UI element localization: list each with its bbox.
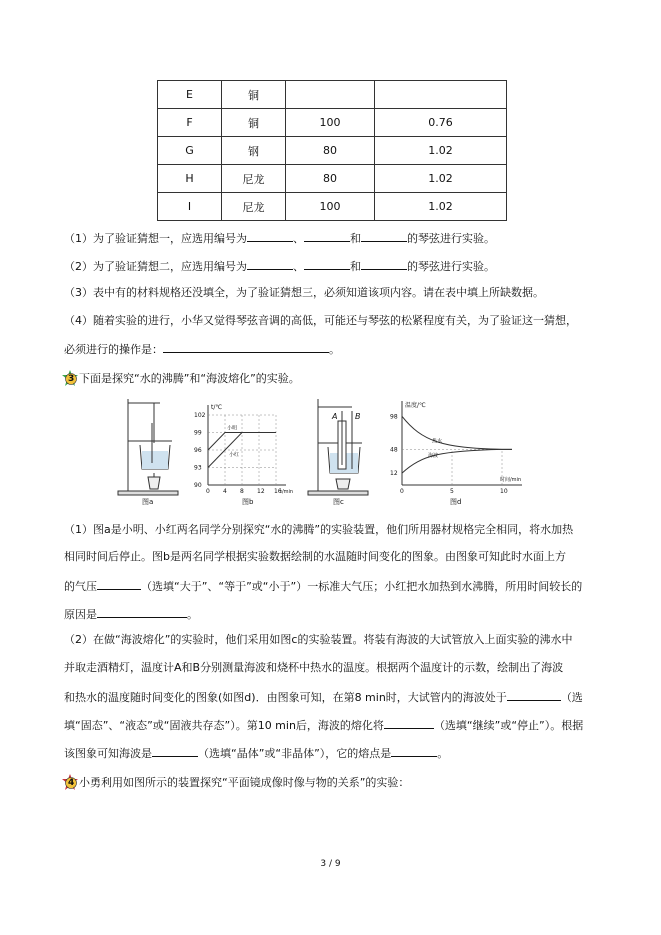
x-tick-label: 4 <box>223 488 227 495</box>
y-tick-label: 12 <box>390 470 398 478</box>
table-cell: 0.76 <box>375 109 507 137</box>
y-axis-label: 温度/℃ <box>405 402 426 409</box>
table-cell <box>286 81 375 109</box>
figure-b-label: 图b <box>242 498 254 505</box>
q3-item-1-line4: 原因是 。 <box>64 608 198 621</box>
figure-a-apparatus <box>118 399 178 495</box>
figure-c-label: 图c <box>333 498 344 505</box>
answer-blank[interactable] <box>247 230 293 242</box>
answer-blank[interactable] <box>361 258 407 270</box>
table-cell: H <box>158 165 222 193</box>
table-cell: 80 <box>286 137 375 165</box>
figure-c-label-a: A <box>332 412 338 421</box>
table-cell: I <box>158 193 222 221</box>
y-tick-label: 96 <box>194 447 202 454</box>
table-cell: 1.02 <box>375 193 507 221</box>
x-tick-label: 0 <box>206 488 210 495</box>
q3-item-1-line1: （1）图a是小明、小红两名同学分别探究“水的沸腾”的实验装置，他们所用器材规格完全相同，将水加热 <box>64 523 574 536</box>
table-cell: 铜 <box>222 81 286 109</box>
answer-blank[interactable] <box>361 230 407 242</box>
answer-blank[interactable] <box>97 606 187 618</box>
y-tick-label: 99 <box>194 429 202 437</box>
series-label: 小明 <box>227 425 238 432</box>
x-tick-label: 0 <box>400 488 404 495</box>
q2-item-4-line2: 必须进行的操作是： 。 <box>64 343 340 356</box>
y-tick-label: 93 <box>194 464 202 472</box>
answer-blank[interactable] <box>163 341 329 353</box>
table-cell: 铜 <box>222 109 286 137</box>
page-number: 3 / 9 <box>320 859 341 869</box>
figure-d-graph <box>390 401 522 495</box>
q3-item-2-line3: 和热水的温度随时间变化的图象(如图d)．由图象可知，在第8 min时，大试管内的海波处于 （选 <box>64 691 583 704</box>
q2-item-4-line1: （4）随着实验的进行，小华又觉得琴弦音调的高低，可能还与琴弦的松紧程度有关，为了验证这一猜想， <box>64 314 577 327</box>
table-cell: E <box>158 81 222 109</box>
series-label: 热水 <box>432 438 443 445</box>
x-tick-label: 5 <box>450 488 454 495</box>
y-tick-label: 90 <box>194 482 202 489</box>
answer-blank[interactable] <box>304 230 350 242</box>
table-row <box>158 193 507 221</box>
table-cell: G <box>158 137 222 165</box>
q2-item-2: （2）为了验证猜想二，应选用编号为 、 和 的琴弦进行实验。 <box>64 260 495 273</box>
q3-item-2-line4: 填“固态”、“液态”或“固液共存态”）。第10 min后，海波的熔化将 （选填“继续”或“停止”）。根据 <box>64 719 584 732</box>
figure-a-label: 图a <box>142 498 154 505</box>
question-number: 4 <box>68 778 75 788</box>
table-row <box>158 137 507 165</box>
q3-item-1-line3: 的气压 （选填“大于”、“等于”或“小于”）一标准大气压；小红把水加热到水沸腾，所用时间较长的 <box>64 580 583 593</box>
q4-title: 4 小勇利用如图所示的装置探究“平面镜成像时像与物的关系”的实验： <box>62 774 409 790</box>
series-line-hypo <box>402 449 512 473</box>
table-row <box>158 81 507 109</box>
y-tick-label: 48 <box>390 446 398 454</box>
x-axis-label: 时间/min <box>500 477 522 483</box>
y-tick-label: 102 <box>194 412 206 419</box>
table-cell: 100 <box>286 109 375 137</box>
q2-item-1: （1）为了验证猜想一，应选用编号为 、 和 的琴弦进行实验。 <box>64 232 495 245</box>
table-cell: 尼龙 <box>222 193 286 221</box>
table-cell: 尼龙 <box>222 165 286 193</box>
figure-b-graph <box>194 404 293 495</box>
question-number-badge-icon <box>62 370 78 386</box>
y-tick-label: 98 <box>390 413 398 421</box>
q3-item-2-line2: 并取走酒精灯，温度计A和B分别测量海波和烧杯中热水的温度。根据两个温度计的示数，绘制出了海波 <box>64 661 564 674</box>
series-label: 海波 <box>428 453 439 460</box>
q3-item-2-line1: （2）在做“海波熔化”的实验时，他们采用如图c的实验装置。将装有海波的大试管放入上面实验的沸水中 <box>64 633 573 646</box>
table-row <box>158 109 507 137</box>
answer-blank[interactable] <box>391 745 437 757</box>
table-cell: 80 <box>286 165 375 193</box>
q2-item-3: （3）表中有的材料规格还没填全，为了验证猜想三，必须知道该项内容。请在表中填上所缺数据。 <box>64 286 544 299</box>
x-tick-label: 12 <box>257 488 265 495</box>
question-number: 3 <box>68 374 75 384</box>
answer-blank[interactable] <box>384 717 434 729</box>
x-tick-label: 10 <box>500 488 508 495</box>
x-tick-label: 8 <box>240 488 244 495</box>
y-axis-label: t/℃ <box>211 404 223 411</box>
answer-blank[interactable] <box>97 578 141 590</box>
table-cell: 1.02 <box>375 137 507 165</box>
table-cell <box>375 81 507 109</box>
table-cell: 钢 <box>222 137 286 165</box>
x-axis-label: t/min <box>280 489 294 495</box>
answer-blank[interactable] <box>152 745 198 757</box>
table-cell: 100 <box>286 193 375 221</box>
table-cell: F <box>158 109 222 137</box>
answer-blank[interactable] <box>507 689 561 701</box>
q3-title: 3 下面是探究“水的沸腾”和“海波熔化”的实验。 <box>62 370 300 386</box>
question-number-badge-icon <box>62 774 78 790</box>
answer-blank[interactable] <box>304 258 350 270</box>
x-tick-label: 16 <box>274 488 282 495</box>
series-line-hot-water <box>402 416 512 449</box>
answer-blank[interactable] <box>247 258 293 270</box>
q3-item-2-line5: 该图象可知海波是 （选填“晶体”或“非晶体”），它的熔点是 。 <box>64 747 449 760</box>
experiment-figures <box>112 393 532 505</box>
table-row <box>158 165 507 193</box>
figure-c-label-b: B <box>355 412 361 421</box>
figure-d-label: 图d <box>450 498 462 505</box>
q3-item-1-line2: 相同时间后停止。图b是两名同学根据实验数据绘制的水温随时间变化的图象。由图象可知此时水面上方 <box>64 550 566 563</box>
table-cell: 1.02 <box>375 165 507 193</box>
string-spec-table <box>157 80 507 221</box>
series-label: 小红 <box>229 451 240 458</box>
